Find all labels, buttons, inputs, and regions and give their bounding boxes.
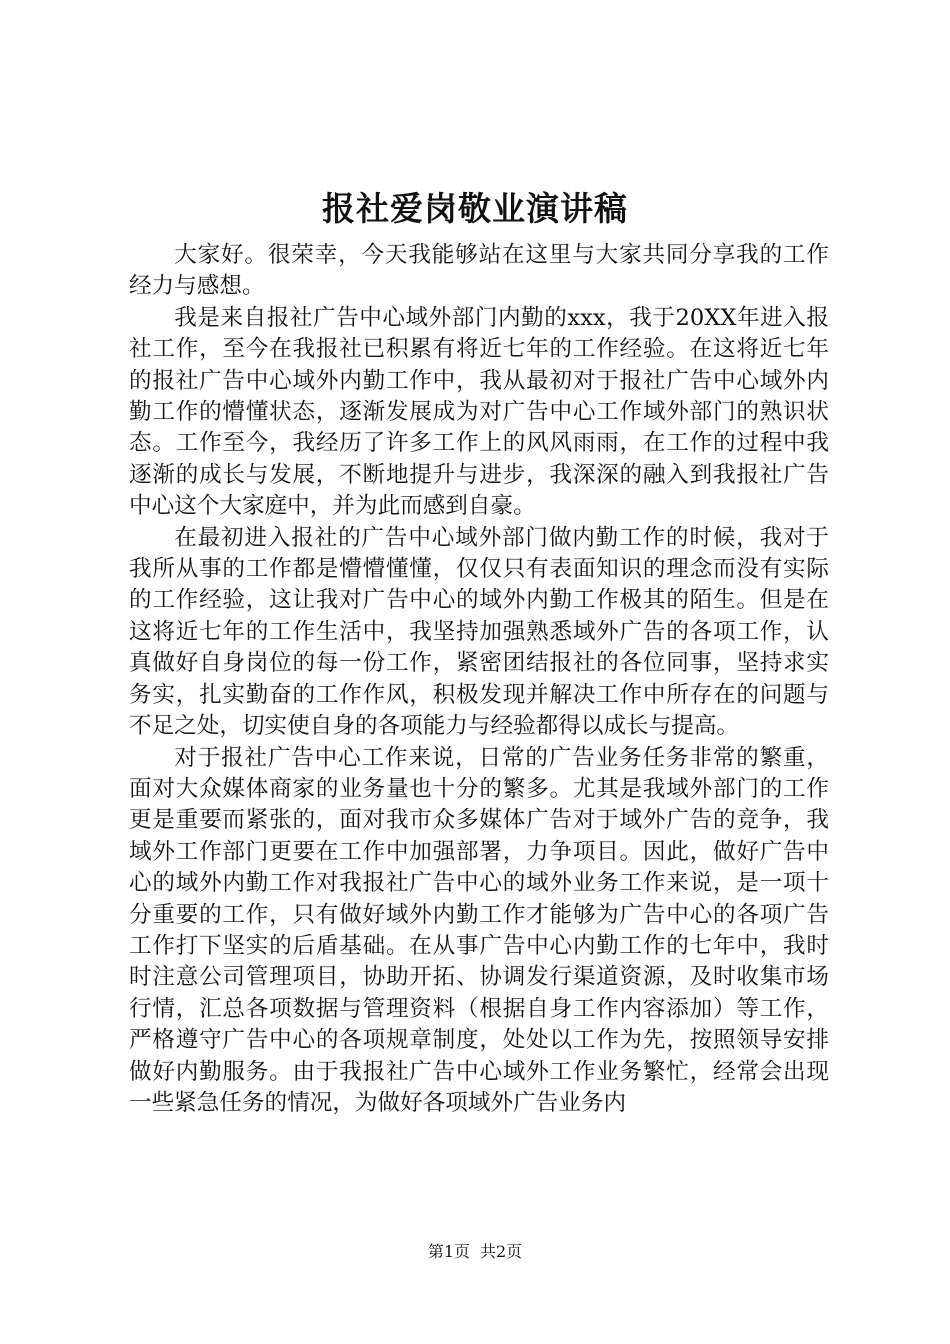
paragraph-2: 我是来自报社广告中心域外部门内勤的xxx，我于20XX年进入报社工作，至今在我报社已积累有将近七年的工作经验。在这将近七年的报社广告中心域外内勤工作中，我从最初对于报社广告中心域外内勤工作的懵懂状态，逐渐发展成为对广告中心工作域外部门的熟识状态。工作至今，我经历了许多工作上的风风雨雨，在工作的过程中我逐渐的成长与发展，不断地提升与进步，我深深的融入到我报社广告中心这个大家庭中，并为此而感到自豪。 <box>129 304 829 520</box>
paragraph-4: 对于报社广告中心工作来说，日常的广告业务任务非常的繁重，面对大众媒体商家的业务量也十分的繁多。尤其是我域外部门的工作更是重要而紧张的，面对我市众多媒体广告对于域外广告的竞争，我域外工作部门更要在工作中加强部署，力争项目。因此，做好广告中心的域外内勤工作对我报社广告中心的域外业务工作来说，是一项十分重要的工作，只有做好域外内勤工作才能够为广告中心的各项广告工作打下坚实的后盾基础。在从事广告中心内勤工作的七年中，我时时注意公司管理项目，协助开拓、协调发行渠道资源，及时收集市场行情，汇总各项数据与管理资料（根据自身工作内容添加）等工作，严格遵守广告中心的各项规章制度，处处以工作为先，按照领导安排做好内勤服务。由于我报社广告中心域外工作业务繁忙，经常会出现一些紧急任务的情况，为做好各项域外广告业务内 <box>129 744 829 1116</box>
paragraph-3: 在最初进入报社的广告中心域外部门做内勤工作的时候，我对于我所从事的工作都是懵懵懂懂，仅仅只有表面知识的理念而没有实际的工作经验，这让我对广告中心的域外内勤工作极其的陌生。但是在这将近七年的工作生活中，我坚持加强熟悉域外广告的各项工作，认真做好自身岗位的每一份工作，紧密团结报社的各位同事，坚持求实务实，扎实勤奋的工作作风，积极发现并解决工作中所存在的问题与不足之处，切实使自身的各项能力与经验都得以成长与提高。 <box>129 524 829 740</box>
page-footer <box>0 1240 950 1264</box>
paragraph-1: 大家好。很荣幸，今天我能够站在这里与大家共同分享我的工作经力与感想。 <box>129 242 829 300</box>
document-body <box>129 240 829 1119</box>
page-number: 第1页 <box>427 1242 470 1261</box>
document-title: 报社爱岗敬业演讲稿 <box>322 189 628 228</box>
page-total: 共2页 <box>480 1242 523 1261</box>
